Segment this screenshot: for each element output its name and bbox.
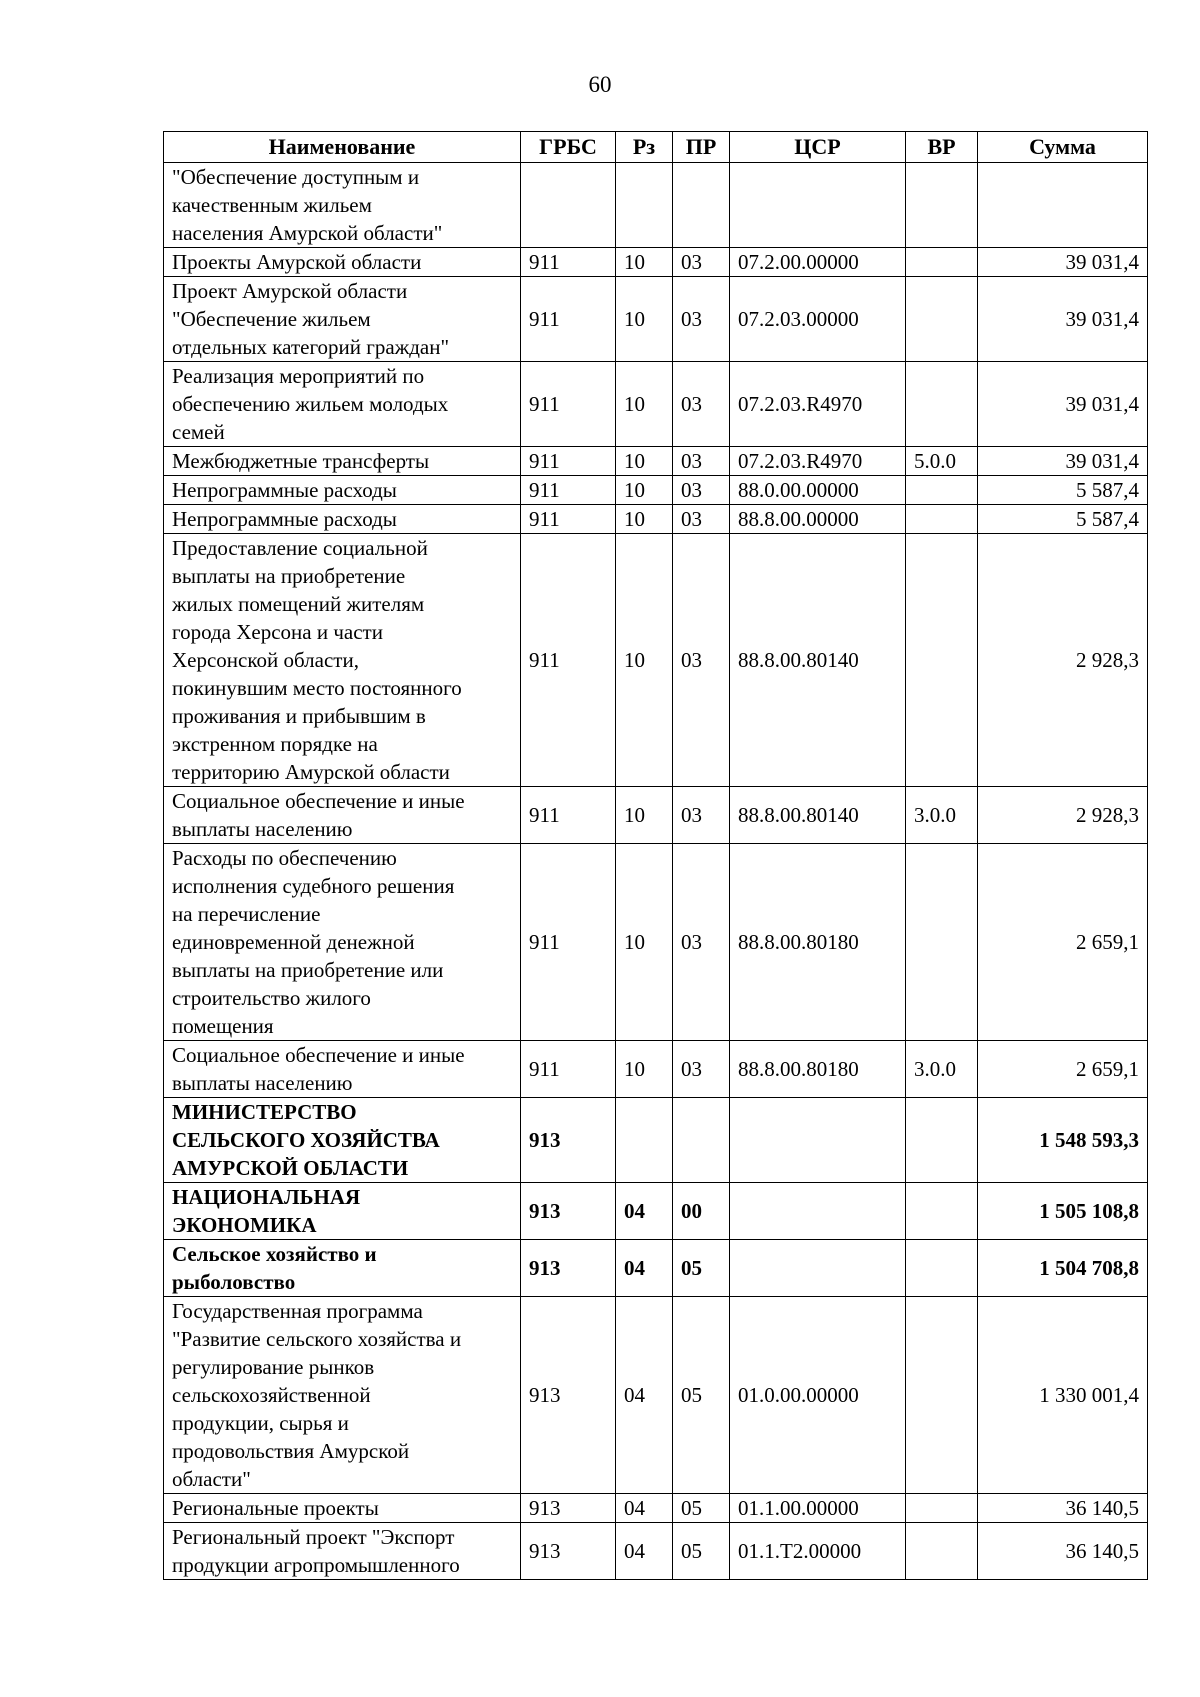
- cell-sum: 39 031,4: [978, 248, 1148, 277]
- cell-rz: 04: [616, 1240, 673, 1297]
- cell-csr: [730, 1183, 906, 1240]
- cell-vr: [906, 163, 978, 248]
- table-row: [164, 163, 1148, 248]
- cell-csr: 88.8.00.80140: [730, 534, 906, 787]
- cell-grbs: 911: [521, 787, 616, 844]
- cell-vr: [906, 362, 978, 447]
- cell-rz: 10: [616, 787, 673, 844]
- cell-csr: 88.8.00.00000: [730, 505, 906, 534]
- cell-csr: 01.0.00.00000: [730, 1297, 906, 1494]
- cell-pr: [673, 163, 730, 248]
- cell-vr: [906, 476, 978, 505]
- cell-csr: 07.2.00.00000: [730, 248, 906, 277]
- table-row: [164, 787, 1148, 844]
- cell-sum: 1 548 593,3: [978, 1098, 1148, 1183]
- cell-sum: 2 928,3: [978, 534, 1148, 787]
- cell-vr: 3.0.0: [906, 1041, 978, 1098]
- cell-rz: 04: [616, 1523, 673, 1580]
- header-csr: ЦСР: [730, 132, 906, 163]
- table-row: [164, 248, 1148, 277]
- cell-csr: 01.1.T2.00000: [730, 1523, 906, 1580]
- cell-sum: 39 031,4: [978, 447, 1148, 476]
- cell-name: Социальное обеспечение и иные выплаты населению: [164, 787, 521, 844]
- cell-sum: 36 140,5: [978, 1523, 1148, 1580]
- cell-csr: 88.8.00.80140: [730, 787, 906, 844]
- cell-pr: 05: [673, 1523, 730, 1580]
- cell-pr: 03: [673, 534, 730, 787]
- cell-sum: [978, 163, 1148, 248]
- page-number: 60: [588, 72, 612, 97]
- cell-name: Государственная программа "Развитие сельского хозяйства и регулирование рынков сельскохозяйственной продукции, сырья и продовольствия Амурской области": [164, 1297, 521, 1494]
- cell-rz: 10: [616, 1041, 673, 1098]
- cell-pr: 03: [673, 362, 730, 447]
- cell-pr: 05: [673, 1494, 730, 1523]
- cell-vr: 3.0.0: [906, 787, 978, 844]
- cell-pr: 03: [673, 447, 730, 476]
- cell-name: Расходы по обеспечению исполнения судебного решения на перечисление единовременной денежной выплаты на приобретение или строительство жилого помещения: [164, 844, 521, 1041]
- cell-sum: 1 505 108,8: [978, 1183, 1148, 1240]
- cell-pr: 03: [673, 844, 730, 1041]
- cell-name: Реализация мероприятий по обеспечению жильем молодых семей: [164, 362, 521, 447]
- cell-grbs: 911: [521, 844, 616, 1041]
- cell-csr: 01.1.00.00000: [730, 1494, 906, 1523]
- table-row: [164, 1041, 1148, 1098]
- cell-vr: [906, 277, 978, 362]
- cell-pr: 00: [673, 1183, 730, 1240]
- table-row: [164, 1183, 1148, 1240]
- cell-grbs: 913: [521, 1297, 616, 1494]
- cell-pr: 03: [673, 277, 730, 362]
- cell-name: НАЦИОНАЛЬНАЯ ЭКОНОМИКА: [164, 1183, 521, 1240]
- cell-sum: 36 140,5: [978, 1494, 1148, 1523]
- cell-grbs: 911: [521, 505, 616, 534]
- table-row: [164, 447, 1148, 476]
- cell-vr: [906, 1297, 978, 1494]
- table-row: [164, 1297, 1148, 1494]
- cell-sum: 2 928,3: [978, 787, 1148, 844]
- cell-vr: [906, 1494, 978, 1523]
- cell-vr: [906, 1183, 978, 1240]
- table-row: [164, 1098, 1148, 1183]
- cell-pr: [673, 1098, 730, 1183]
- cell-csr: 88.8.00.80180: [730, 844, 906, 1041]
- table-row: [164, 844, 1148, 1041]
- cell-grbs: 911: [521, 476, 616, 505]
- cell-rz: 10: [616, 476, 673, 505]
- cell-pr: 05: [673, 1240, 730, 1297]
- cell-pr: 03: [673, 476, 730, 505]
- cell-vr: [906, 248, 978, 277]
- cell-csr: 07.2.03.R4970: [730, 362, 906, 447]
- cell-vr: [906, 505, 978, 534]
- cell-sum: 39 031,4: [978, 277, 1148, 362]
- table-header-row: [164, 132, 1148, 163]
- cell-vr: [906, 534, 978, 787]
- cell-grbs: 911: [521, 1041, 616, 1098]
- cell-sum: 39 031,4: [978, 362, 1148, 447]
- cell-rz: 04: [616, 1183, 673, 1240]
- table-row: [164, 1240, 1148, 1297]
- cell-rz: 10: [616, 277, 673, 362]
- table-row: [164, 277, 1148, 362]
- header-grbs: ГРБС: [521, 132, 616, 163]
- cell-grbs: 911: [521, 362, 616, 447]
- cell-sum: 1 504 708,8: [978, 1240, 1148, 1297]
- cell-csr: 07.2.03.00000: [730, 277, 906, 362]
- cell-pr: 05: [673, 1297, 730, 1494]
- cell-pr: 03: [673, 505, 730, 534]
- table-row: [164, 505, 1148, 534]
- cell-grbs: 913: [521, 1494, 616, 1523]
- cell-name: Межбюджетные трансферты: [164, 447, 521, 476]
- cell-csr: 88.8.00.80180: [730, 1041, 906, 1098]
- table-row: [164, 534, 1148, 787]
- cell-sum: 2 659,1: [978, 844, 1148, 1041]
- cell-csr: 07.2.03.R4970: [730, 447, 906, 476]
- cell-vr: 5.0.0: [906, 447, 978, 476]
- budget-table: [163, 131, 1148, 1580]
- cell-pr: 03: [673, 1041, 730, 1098]
- header-pr: ПР: [673, 132, 730, 163]
- table-body: [164, 163, 1148, 1580]
- cell-vr: [906, 1240, 978, 1297]
- table-row: [164, 1494, 1148, 1523]
- cell-name: Социальное обеспечение и иные выплаты населению: [164, 1041, 521, 1098]
- cell-rz: 10: [616, 362, 673, 447]
- cell-name: Региональные проекты: [164, 1494, 521, 1523]
- cell-name: Непрограммные расходы: [164, 476, 521, 505]
- cell-grbs: 911: [521, 534, 616, 787]
- table-row: [164, 1523, 1148, 1580]
- cell-csr: [730, 1098, 906, 1183]
- cell-rz: 10: [616, 447, 673, 476]
- cell-csr: [730, 163, 906, 248]
- header-sum: Сумма: [978, 132, 1148, 163]
- cell-sum: 2 659,1: [978, 1041, 1148, 1098]
- cell-vr: [906, 844, 978, 1041]
- cell-csr: 88.0.00.00000: [730, 476, 906, 505]
- cell-name: Проект Амурской области "Обеспечение жильем отдельных категорий граждан": [164, 277, 521, 362]
- table-row: [164, 476, 1148, 505]
- cell-name: Предоставление социальной выплаты на приобретение жилых помещений жителям города Херсона и части Херсонской области, покинувшим место постоянного проживания и прибывшим в экстренном порядке на территорию Амурской области: [164, 534, 521, 787]
- cell-rz: [616, 1098, 673, 1183]
- cell-sum: 5 587,4: [978, 505, 1148, 534]
- cell-name: "Обеспечение доступным и качественным жильем населения Амурской области": [164, 163, 521, 248]
- table-row: [164, 362, 1148, 447]
- cell-grbs: 911: [521, 277, 616, 362]
- cell-sum: 5 587,4: [978, 476, 1148, 505]
- header-vr: ВР: [906, 132, 978, 163]
- cell-grbs: 913: [521, 1523, 616, 1580]
- cell-grbs: 913: [521, 1240, 616, 1297]
- cell-rz: 10: [616, 248, 673, 277]
- cell-sum: 1 330 001,4: [978, 1297, 1148, 1494]
- cell-pr: 03: [673, 248, 730, 277]
- header-rz: Рз: [616, 132, 673, 163]
- cell-vr: [906, 1098, 978, 1183]
- cell-grbs: 913: [521, 1098, 616, 1183]
- cell-grbs: 913: [521, 1183, 616, 1240]
- cell-vr: [906, 1523, 978, 1580]
- cell-rz: [616, 163, 673, 248]
- cell-name: Сельское хозяйство и рыболовство: [164, 1240, 521, 1297]
- cell-rz: 10: [616, 844, 673, 1041]
- cell-grbs: 911: [521, 248, 616, 277]
- cell-grbs: [521, 163, 616, 248]
- cell-name: Непрограммные расходы: [164, 505, 521, 534]
- cell-rz: 04: [616, 1494, 673, 1523]
- cell-rz: 10: [616, 505, 673, 534]
- cell-csr: [730, 1240, 906, 1297]
- cell-pr: 03: [673, 787, 730, 844]
- cell-rz: 04: [616, 1297, 673, 1494]
- header-name: Наименование: [164, 132, 521, 163]
- cell-rz: 10: [616, 534, 673, 787]
- cell-grbs: 911: [521, 447, 616, 476]
- cell-name: МИНИСТЕРСТВО СЕЛЬСКОГО ХОЗЯЙСТВА АМУРСКОЙ ОБЛАСТИ: [164, 1098, 521, 1183]
- cell-name: Региональный проект "Экспорт продукции агропромышленного: [164, 1523, 521, 1580]
- cell-name: Проекты Амурской области: [164, 248, 521, 277]
